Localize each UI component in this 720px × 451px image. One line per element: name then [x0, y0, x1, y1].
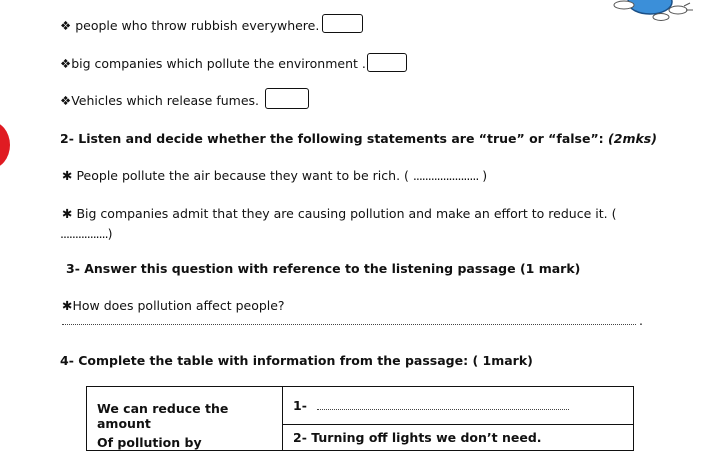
- star-bullet-icon: ✱: [62, 298, 73, 313]
- bullet-item-2: [60, 56, 366, 71]
- answer-box-icon[interactable]: [322, 14, 363, 33]
- statement-2: [62, 206, 616, 221]
- bullet-item-3: [60, 93, 259, 108]
- answer-box-icon[interactable]: [265, 88, 309, 109]
- answer-line-end: .: [639, 313, 643, 328]
- question-4-heading: 4- Complete the table with information from the passage: ( 1mark): [60, 353, 533, 368]
- bullet-text: Vehicles which release fumes.: [71, 93, 260, 108]
- answer-blank[interactable]: ......................: [412, 168, 479, 183]
- globe-cartoon-icon: [612, 0, 694, 22]
- statement-text: Big companies admit that they are causing pollution and make an effort to reduce it. (: [76, 206, 617, 221]
- question-3-heading: 3- Answer this question with reference to the listening passage (1 mark): [66, 261, 581, 276]
- diamond-bullet-icon: ❖: [60, 18, 72, 33]
- star-bullet-icon: ✱: [62, 168, 73, 183]
- answer-blank[interactable]: [317, 409, 569, 410]
- question-2-heading: 2- Listen and decide whether the following statements are “true” or “false”: (2mks): [60, 131, 657, 146]
- statement-text: People pollute the air because they want to be rich. (: [76, 168, 409, 183]
- red-marker: [0, 121, 10, 169]
- question-3-prompt: [62, 298, 285, 313]
- statement-2-blank: ................): [60, 226, 113, 241]
- statement-1: ✱ People pollute the air because they want to be rich. ( ...................... ): [62, 168, 488, 183]
- answer-table: [86, 386, 634, 451]
- star-bullet-icon: ✱: [62, 206, 73, 221]
- marks-label: (2mks): [608, 131, 657, 146]
- diamond-bullet-icon: ❖: [60, 56, 72, 71]
- answer-box-icon[interactable]: [367, 53, 407, 72]
- bullet-text: big companies which pollute the environment .: [71, 56, 366, 71]
- table-left-cell: We can reduce the amount Of pollution by: [87, 387, 283, 451]
- bullet-text: people who throw rubbish everywhere.: [75, 18, 320, 33]
- table-row-2: 2- Turning off lights we don’t need.: [283, 425, 634, 451]
- diamond-bullet-icon: ❖: [60, 93, 72, 108]
- answer-line[interactable]: [62, 324, 636, 325]
- table-row-1[interactable]: 1-: [283, 387, 634, 425]
- question-text: How does pollution affect people?: [72, 298, 285, 313]
- answer-blank[interactable]: ................: [60, 226, 108, 241]
- bullet-item-1: [60, 18, 319, 33]
